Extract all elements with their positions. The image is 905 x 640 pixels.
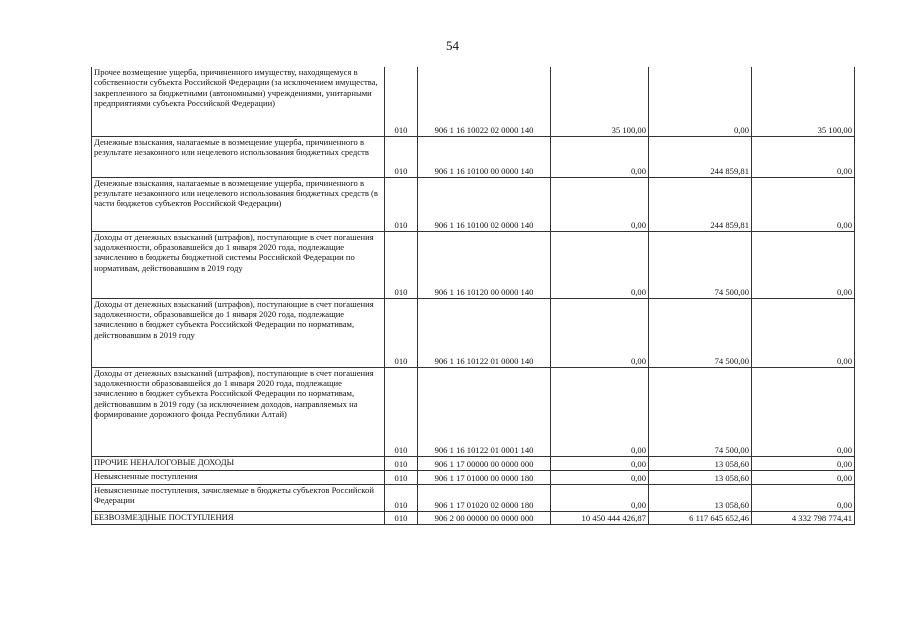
row-col1: 0,00 [551, 484, 649, 511]
row-kbk: 906 1 16 10022 02 0000 140 [418, 67, 551, 136]
row-col1: 0,00 [551, 470, 649, 484]
row-col2: 74 500,00 [649, 231, 752, 298]
row-col3: 0,00 [752, 470, 855, 484]
row-name: Денежные взыскания, налагаемые в возмещение ущерба, причиненного в результате незаконного или нецелевого использования бюджетных средств (в части бюджетов субъектов Российской Федерации) [92, 177, 385, 231]
row-col1: 35 100,00 [551, 67, 649, 136]
row-code: 010 [385, 231, 418, 298]
row-code: 010 [385, 470, 418, 484]
row-name: Невыясненные поступления [92, 470, 385, 484]
row-name: Невыясненные поступления, зачисляемые в бюджеты субъектов Российской Федерации [92, 484, 385, 511]
row-kbk: 906 1 16 10122 01 0001 140 [418, 367, 551, 456]
row-col2: 244 859,81 [649, 136, 752, 177]
row-col3: 0,00 [752, 177, 855, 231]
row-kbk: 906 1 16 10120 00 0000 140 [418, 231, 551, 298]
row-col1: 0,00 [551, 298, 649, 367]
row-kbk: 906 2 00 00000 00 0000 000 [418, 511, 551, 524]
row-code: 010 [385, 367, 418, 456]
table-row [92, 367, 855, 456]
row-col1: 0,00 [551, 456, 649, 470]
row-col2: 13 058,60 [649, 456, 752, 470]
row-name: БЕЗВОЗМЕЗДНЫЕ ПОСТУПЛЕНИЯ [92, 511, 385, 524]
row-code: 010 [385, 456, 418, 470]
row-col3: 0,00 [752, 367, 855, 456]
row-col1: 10 450 444 426,87 [551, 511, 649, 524]
row-kbk: 906 1 17 01000 00 0000 180 [418, 470, 551, 484]
row-kbk: 906 1 17 01020 02 0000 180 [418, 484, 551, 511]
row-col2: 13 058,60 [649, 470, 752, 484]
row-col3: 35 100,00 [752, 67, 855, 136]
row-code: 010 [385, 177, 418, 231]
row-col3: 0,00 [752, 484, 855, 511]
table-row [92, 67, 855, 136]
row-name: Денежные взыскания, налагаемые в возмещение ущерба, причиненного в результате незаконного или нецелевого использования бюджетных средств [92, 136, 385, 177]
row-code: 010 [385, 484, 418, 511]
row-name: Доходы от денежных взысканий (штрафов), поступающие в счет погашения задолженности образовавшейся до 1 января 2020 года, подлежащие зачислению в бюджет субъекта Российской Федерации по нормативам, действовавшим в 2019 году (за исключением доходов, направляемых на формирование дорожного фонда Республики Алтай) [92, 367, 385, 456]
row-code: 010 [385, 136, 418, 177]
row-col2: 13 058,60 [649, 484, 752, 511]
row-name: ПРОЧИЕ НЕНАЛОГОВЫЕ ДОХОДЫ [92, 456, 385, 470]
row-col3: 0,00 [752, 231, 855, 298]
row-name: Доходы от денежных взысканий (штрафов), поступающие в счет погашения задолженности, образовавшейся до 1 января 2020 года, подлежащие зачислению в бюджеты бюджетной системы Российской Федерации по нормативам, действовавшим в 2019 году [92, 231, 385, 298]
row-col1: 0,00 [551, 231, 649, 298]
row-col3: 0,00 [752, 456, 855, 470]
table-row [92, 231, 855, 298]
table-row [92, 136, 855, 177]
row-name: Прочее возмещение ущерба, причиненного имуществу, находящемуся в собственности субъекта Российской Федерации (за исключением имущества, закрепленного за бюджетными (автономными) учреждениями, унитарными предприятиями субъекта Российской Федерации) [92, 67, 385, 136]
row-col2: 244 859,81 [649, 177, 752, 231]
page-number: 54 [446, 38, 459, 53]
row-name: Доходы от денежных взысканий (штрафов), поступающие в счет погашения задолженности, образовавшейся до 1 января 2020 года, подлежащие зачислению в бюджет субъекта Российской Федерации по нормативам, действовавшим в 2019 году [92, 298, 385, 367]
row-kbk: 906 1 16 10122 01 0000 140 [418, 298, 551, 367]
revenue-table [91, 67, 855, 525]
row-col2: 74 500,00 [649, 367, 752, 456]
row-code: 010 [385, 67, 418, 136]
table-row [92, 511, 855, 524]
row-code: 010 [385, 298, 418, 367]
table-row [92, 298, 855, 367]
row-kbk: 906 1 16 10100 00 0000 140 [418, 136, 551, 177]
table-row [92, 456, 855, 470]
row-col2: 6 117 645 652,46 [649, 511, 752, 524]
row-kbk: 906 1 16 10100 02 0000 140 [418, 177, 551, 231]
table-row [92, 484, 855, 511]
row-col2: 74 500,00 [649, 298, 752, 367]
row-col3: 0,00 [752, 298, 855, 367]
table-row [92, 470, 855, 484]
table-row [92, 177, 855, 231]
row-col1: 0,00 [551, 136, 649, 177]
row-kbk: 906 1 17 00000 00 0000 000 [418, 456, 551, 470]
row-col1: 0,00 [551, 177, 649, 231]
row-code: 010 [385, 511, 418, 524]
row-col3: 0,00 [752, 136, 855, 177]
row-col2: 0,00 [649, 67, 752, 136]
row-col3: 4 332 798 774,41 [752, 511, 855, 524]
row-col1: 0,00 [551, 367, 649, 456]
